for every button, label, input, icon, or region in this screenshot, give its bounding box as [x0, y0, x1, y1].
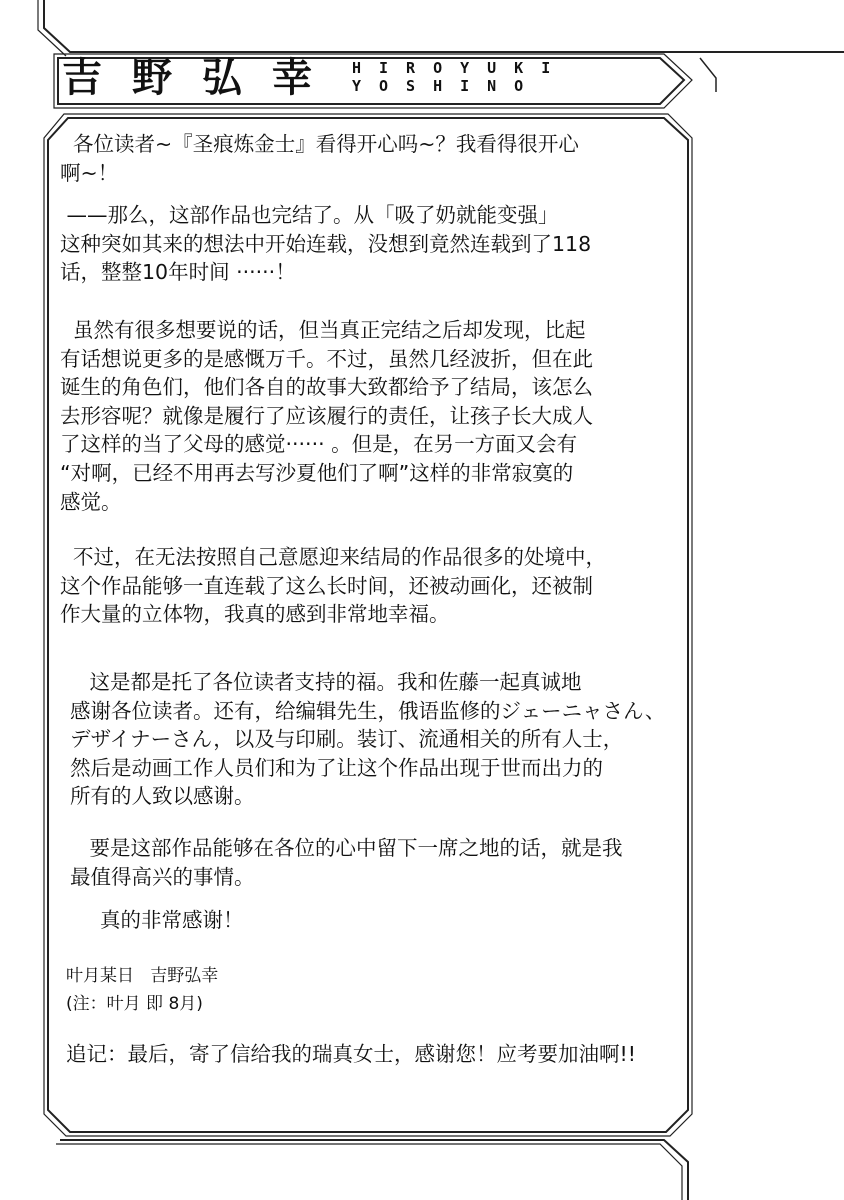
paragraph-hope: 要是这部作品能够在各位的心中留下一席之地的话，就是我 最值得高兴的事情。	[70, 836, 623, 889]
paragraph-thanks: 这是都是托了各位读者支持的福。我和佐藤一起真诚地 感谢各位读者。还有，给编辑先生，俄语监修的ジェーニャさん、 デザイナーさん，以及与印刷。装订、流通相关的所有人士， 然后是动画工作人员们和为了让这个作品出现于世而出力的 所有的人致以感谢。	[70, 670, 666, 809]
signature: 叶月某日 吉野弘幸	[66, 966, 219, 986]
author-romaji-last: YOSHINO	[352, 77, 542, 95]
author-romaji-first: HIROYUKI	[352, 59, 569, 77]
paragraph-completion: ——那么，这部作品也完结了。从「吸了奶就能变强」 这种突如其来的想法中开始连载，没想到竟然连载到了118 话，整整10年时间 ······！	[60, 203, 592, 285]
postscript: 追记：最后，寄了信给我的瑞真女士，感谢您！应考要加油啊!!	[66, 1042, 636, 1066]
paragraph-feelings: 虽然有很多想要说的话，但当真正完结之后却发现，比起 有话想说更多的是感慨万千。不过，虽然几经波折，但在此 诞生的角色们，他们各自的故事大致都给予了结局，该怎么 去形容呢？就像是履行了应该履行的责任，让孩子长大成人 了这样的当了父母的感觉······ 。但是，在另一方面又会有 “对啊，已经不用再去写沙夏他们了啊”这样的非常寂寞的 感觉。	[60, 318, 593, 514]
author-name-heading: 吉野弘幸	[62, 55, 342, 101]
paragraph-closing: 真的非常感谢！	[100, 908, 244, 932]
paragraph-greeting: 各位读者~『圣痕炼金士』看得开心吗~？我看得很开心 啊~！	[60, 132, 579, 185]
translator-note: (注：叶月 即 8月)	[66, 994, 203, 1014]
paragraph-happiness: 不过，在无法按照自己意愿迎来结局的作品很多的处境中， 这个作品能够一直连载了这么长时间，还被动画化，还被制 作大量的立体物，我真的感到非常地幸福。	[60, 545, 607, 627]
